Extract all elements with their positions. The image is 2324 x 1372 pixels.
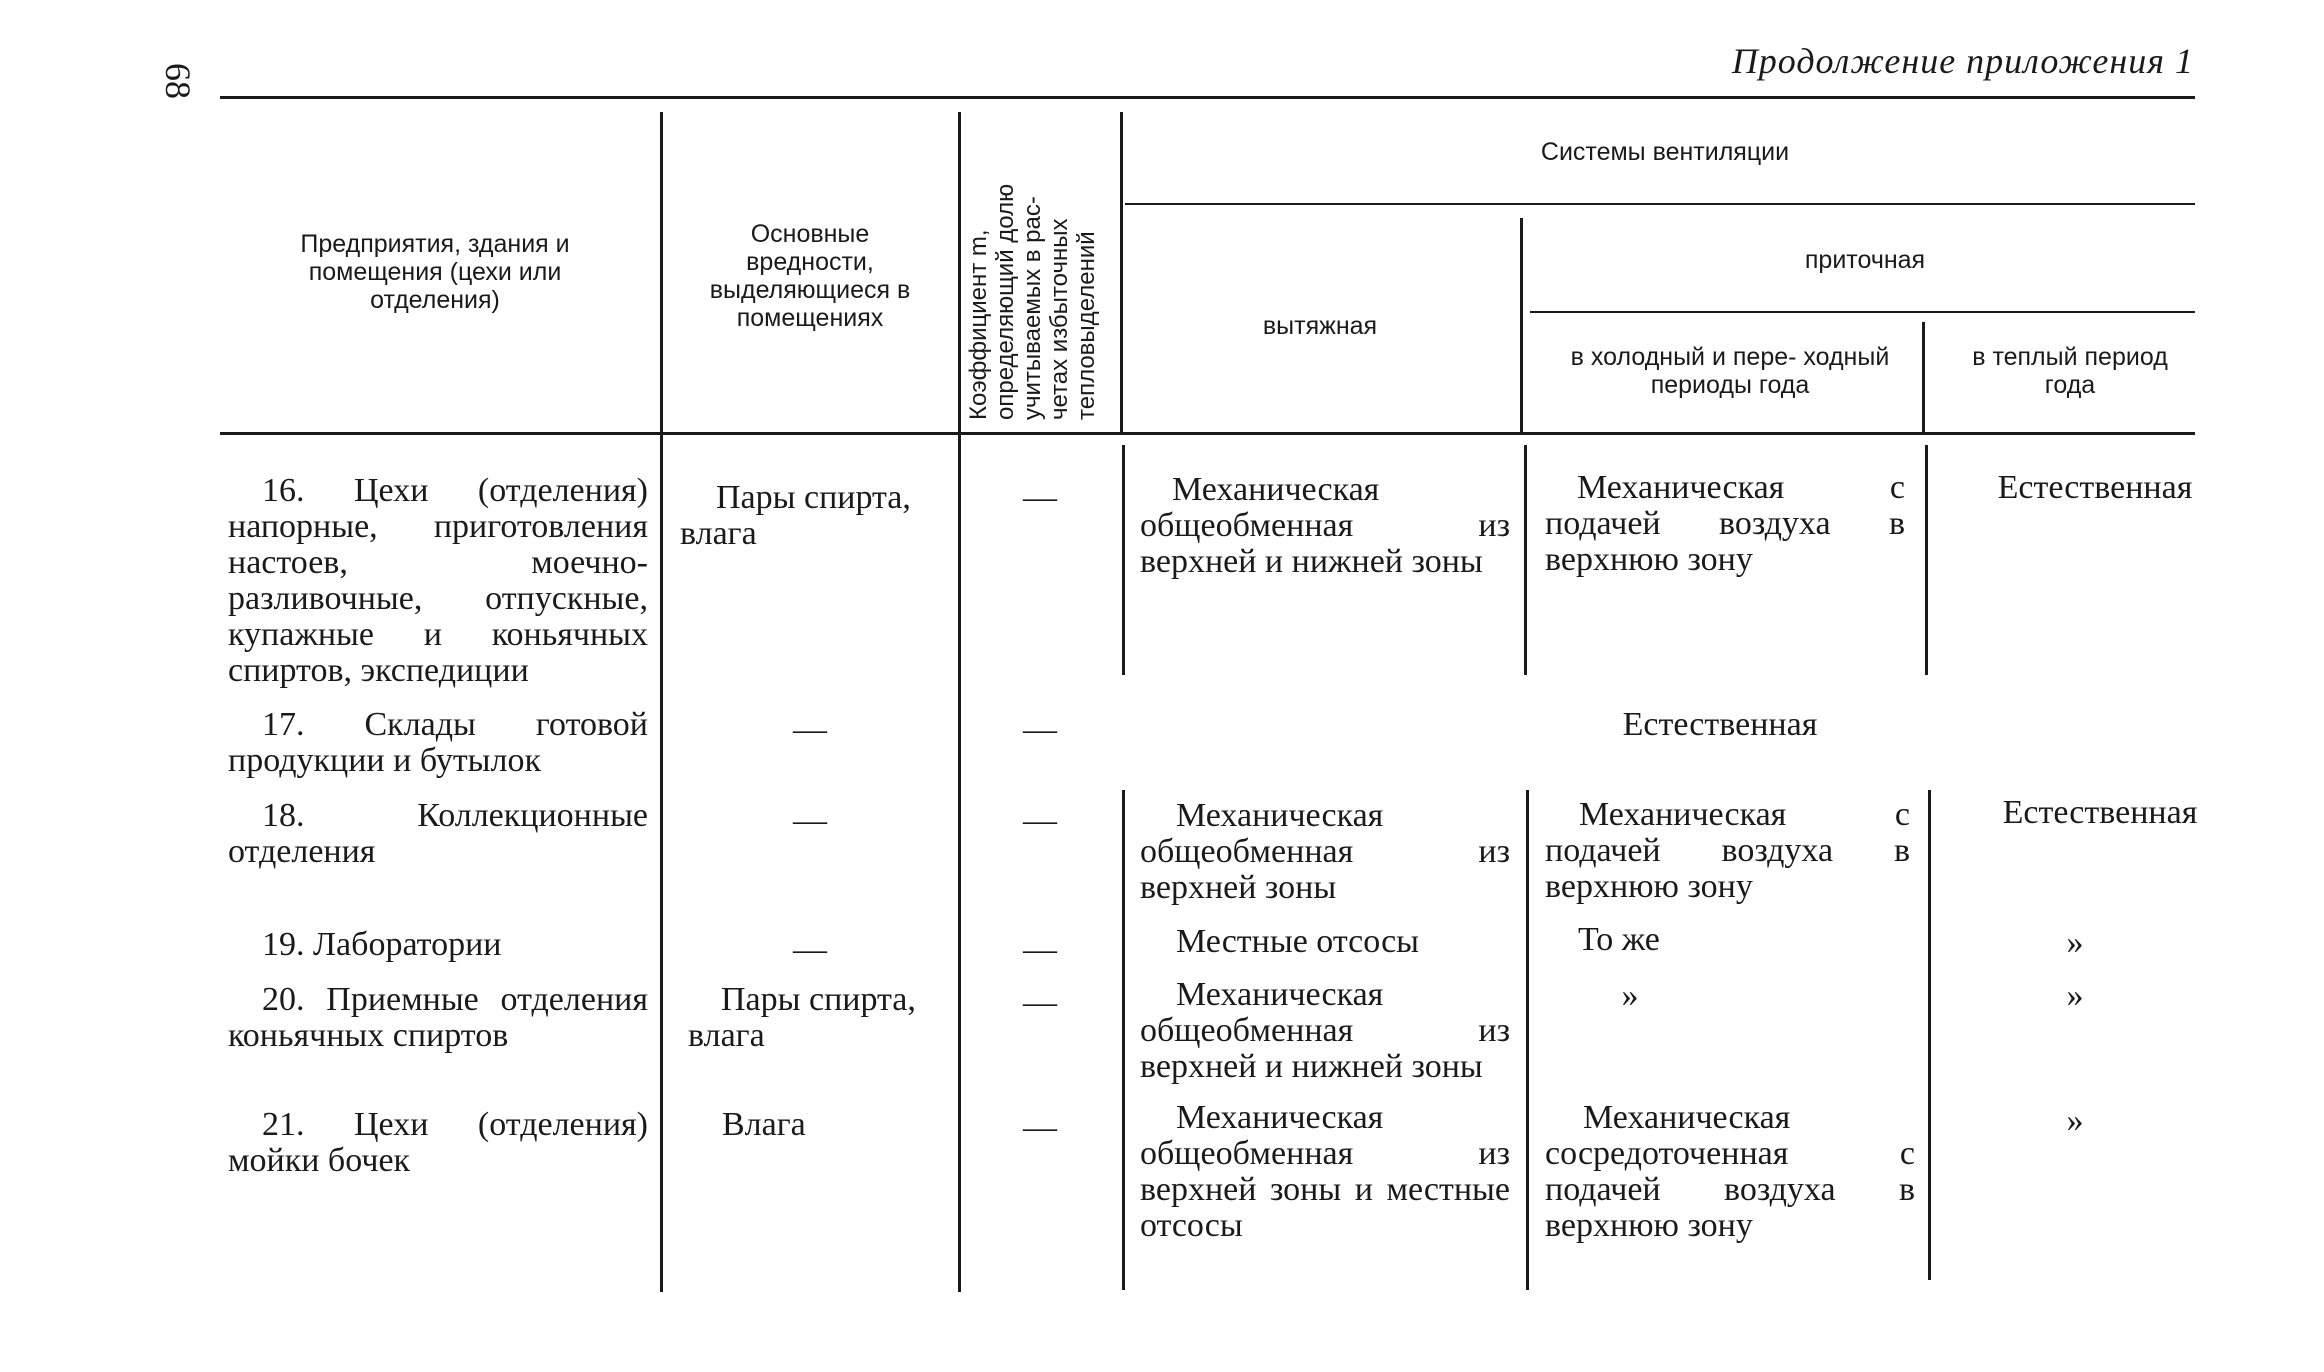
col-divider-3-body-b xyxy=(1122,790,1125,1290)
row-16-hazards: Пары спирта, влага xyxy=(680,479,911,552)
header-supply-warm: в теплый период года xyxy=(1972,343,2168,399)
row-16-exhaust: Механическая общеобменная из верхней и нижней зоны xyxy=(1140,471,1510,580)
header-supply-cold: в холодный и пере- ходный периоды года xyxy=(1570,343,1890,399)
supply-rule xyxy=(1530,311,2195,313)
row-19-exhaust: Местные отсосы xyxy=(1176,923,1419,960)
col-divider-1 xyxy=(660,112,663,1292)
row-17-hazards: — xyxy=(793,711,827,748)
row-18-exhaust: Механическая общеобменная из верхней зоны xyxy=(1140,797,1510,906)
col-divider-3-body-a xyxy=(1122,445,1125,675)
row-21-exhaust: Механическая общеобменная из верхней зоны и местные отсосы xyxy=(1140,1099,1510,1244)
col-divider-4 xyxy=(1520,218,1523,432)
header-hazards: Основные вредности, выделяющиеся в помещениях xyxy=(709,220,911,332)
row-21-supply-cold: Механическая сосредоточенная с подачей воздуха в верхнюю зону xyxy=(1545,1099,1915,1244)
row-19-name: 19. Лаборатории xyxy=(262,926,502,963)
col-divider-5 xyxy=(1922,322,1925,432)
row-20-exhaust: Механическая общеобменная из верхней и нижней зоны xyxy=(1140,976,1510,1085)
row-18-hazards: — xyxy=(793,802,827,839)
row-21-coef: — xyxy=(1023,1109,1057,1146)
row-17-ventilation: Естественная xyxy=(1622,706,1818,743)
row-16-coef: — xyxy=(1023,479,1057,516)
row-16-supply-cold: Механическая с подачей воздуха в верхнюю зону xyxy=(1545,469,1905,578)
row-16-name: 16. Цехи (отделения) напорные, приготовления настоев, моечно-разливочные, отпускные, купажные и коньячных спиртов, экспедиции xyxy=(228,472,648,689)
row-20-coef: — xyxy=(1023,984,1057,1021)
row-20-supply-warm: » xyxy=(2066,977,2084,1014)
running-head: Продолжение приложения 1 xyxy=(1731,41,2194,81)
header-supply: приточная xyxy=(1804,246,1926,274)
row-21-hazards: Влага xyxy=(722,1106,806,1143)
col-divider-5-body-a xyxy=(1925,445,1928,675)
row-19-supply-cold: То же xyxy=(1578,921,1660,958)
row-17-coef: — xyxy=(1023,711,1057,748)
page-number: 68 xyxy=(158,63,198,99)
header-coefficient: Коэффициент m, определяющий долю учитываемых в рас- четах избыточных тепловыделений xyxy=(965,183,1100,420)
row-18-coef: — xyxy=(1023,802,1057,839)
col-divider-5-body-b xyxy=(1928,790,1931,1280)
row-20-name: 20. Приемные отделения коньячных спиртов xyxy=(228,981,648,1054)
table-top-rule xyxy=(220,96,2195,99)
header-exhaust: вытяжная xyxy=(1262,312,1378,340)
ventilation-rule xyxy=(1125,203,2195,205)
row-19-hazards: — xyxy=(793,931,827,968)
col-divider-4-body-a xyxy=(1524,445,1527,675)
row-20-supply-cold: » xyxy=(1621,977,1639,1014)
header-enterprise: Предприятия, здания и помещения (цехи или отделения) xyxy=(300,230,570,314)
header-bottom-rule xyxy=(220,432,2195,435)
col-divider-3 xyxy=(1120,112,1123,432)
row-16-supply-warm: Естественная xyxy=(1997,469,2193,506)
row-18-supply-warm: Естественная xyxy=(2002,794,2198,831)
col-divider-2 xyxy=(958,112,961,1292)
row-18-name: 18. Коллекционные отделения xyxy=(228,797,648,870)
row-18-supply-cold: Механическая с подачей воздуха в верхнюю зону xyxy=(1545,796,1910,905)
header-ventilation: Системы вентиляции xyxy=(1540,138,1790,166)
row-19-coef: — xyxy=(1023,931,1057,968)
row-17-name: 17. Склады готовой продукции и бутылок xyxy=(228,706,648,779)
row-20-hazards: Пары спирта, влага xyxy=(688,981,916,1054)
col-divider-4-body-b xyxy=(1526,790,1529,1290)
row-21-name: 21. Цехи (отделения) мойки бочек xyxy=(228,1106,648,1179)
row-19-supply-warm: » xyxy=(2066,924,2084,961)
row-21-supply-warm: » xyxy=(2066,1102,2084,1139)
